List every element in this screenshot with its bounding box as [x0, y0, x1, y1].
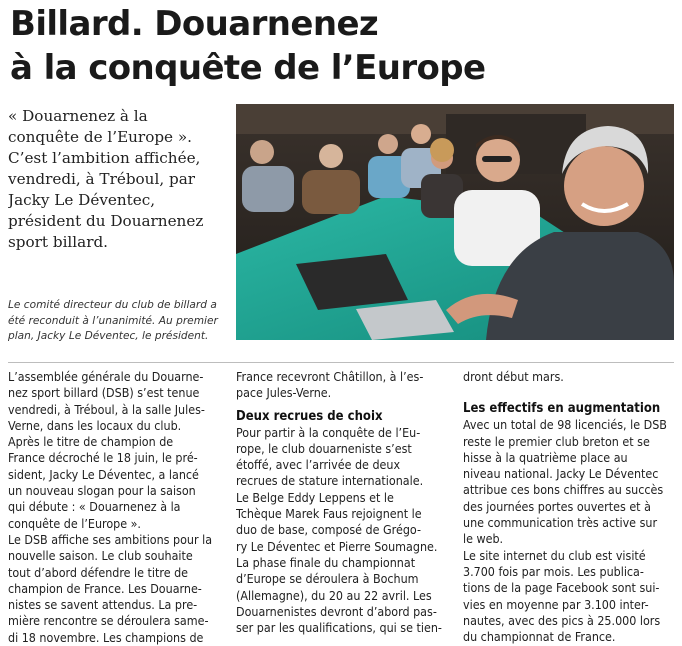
- intro-line: sport billard.: [8, 233, 109, 251]
- article-column-1: [8, 369, 220, 646]
- body-line: une communication très active sur: [463, 515, 658, 531]
- headline: [10, 2, 680, 90]
- body-line: Le Belge Eddy Leppens et le: [236, 489, 394, 505]
- photo-illustration: [236, 104, 674, 340]
- headline-line-1: Billard. Douarnenez: [10, 4, 379, 44]
- article-photo: [236, 104, 674, 340]
- body-line: ser par les qualifications, qui se tien-: [236, 620, 442, 636]
- body-line: nez sport billard (DSB) s’est tenue: [8, 385, 200, 401]
- body-line: di 18 novembre. Les champions de: [8, 629, 204, 645]
- body-line: tions de la page Facebook sont sui-: [463, 580, 660, 596]
- body-line: tout d’abord défendre le titre de: [8, 564, 189, 580]
- body-line: Douarnenistes devront d’abord pas-: [236, 603, 437, 619]
- photo-caption: [8, 298, 230, 345]
- body-line: Après le titre de champion de: [8, 434, 174, 450]
- subheading-effectifs: Les effectifs en augmentation: [463, 401, 661, 417]
- body-line: dront début mars.: [463, 369, 564, 384]
- body-line: duo de base, composé de Grégo-: [236, 522, 421, 538]
- caption-line: plan, Jacky Le Déventec, le président.: [8, 330, 209, 342]
- body-line: Le site internet du club est visité: [463, 547, 646, 563]
- body-line: qui débute : « Douarnenez à la: [8, 499, 181, 515]
- caption-line: été reconduit à l’unanimité. Au premier: [8, 314, 218, 327]
- intro-line: vendredi, à Tréboul, par: [8, 170, 196, 188]
- body-line: rope, le club douarneniste s’est: [236, 440, 412, 456]
- body-line: 3.700 fois par mois. Les publica-: [463, 563, 644, 579]
- body-line: (Allemagne), du 20 au 22 avril. Les: [236, 587, 432, 603]
- body-line: nouvelle saison. Le club souhaite: [8, 548, 193, 564]
- caption-line: Le comité directeur du club de billard a: [8, 299, 217, 311]
- body-line: Verne, dans les locaux du club.: [8, 417, 182, 433]
- intro-line: C’est l’ambition affichée,: [8, 149, 201, 167]
- body-line: pace Jules-Verne.: [236, 385, 332, 401]
- article-column-2: [236, 369, 448, 636]
- body-line: un nouveau slogan pour la saison: [8, 483, 196, 499]
- body-line: Tchèque Marek Faus rejoignent le: [236, 506, 422, 522]
- body-line: vendredi, à Tréboul, à la salle Jules-: [8, 401, 205, 417]
- intro-line: président du Douarnenez: [8, 212, 204, 230]
- body-line: vies en moyenne par 3.100 inter-: [463, 596, 649, 612]
- section-divider: [8, 362, 674, 363]
- body-line: mière rencontre se déroulera same-: [8, 613, 209, 629]
- intro-line: conquête de l’Europe ».: [8, 128, 192, 146]
- body-line: L’assemblée générale du Douarne-: [8, 369, 204, 384]
- body-line: hisse à la quatrième place au: [463, 449, 628, 465]
- body-line: La phase finale du championnat: [236, 554, 416, 570]
- body-line: sident, Jacky Le Déventec, a lancé: [8, 466, 199, 482]
- body-line: recrues de stature internationale.: [236, 473, 424, 489]
- intro-paragraph: [8, 106, 230, 253]
- body-line: Pour partir à la conquête de l’Eu-: [236, 424, 421, 440]
- body-line: le web.: [463, 531, 504, 547]
- body-line: reste le premier club breton et se: [463, 433, 650, 449]
- body-line: France décroché le 18 juin, le pré-: [8, 450, 198, 466]
- subheading-recrues: Deux recrues de choix: [236, 408, 383, 424]
- body-line: Le DSB affiche ses ambitions pour la: [8, 531, 213, 547]
- article-column-3: [463, 369, 675, 645]
- body-line: du championnat de France.: [463, 629, 616, 645]
- body-line: attribue ces bons chiffres au succès: [463, 482, 664, 498]
- body-line: niveau national. Jacky Le Déventec: [463, 466, 659, 482]
- body-line: ry Le Déventec et Pierre Soumagne.: [236, 538, 438, 554]
- intro-line: « Douarnenez à la: [8, 107, 148, 125]
- headline-line-2: à la conquête de l’Europe: [10, 48, 486, 88]
- body-line: Avec un total de 98 licenciés, le DSB: [463, 417, 667, 433]
- intro-line: Jacky Le Déventec,: [8, 191, 156, 209]
- body-line: nistes se savent attendus. La pre-: [8, 597, 198, 613]
- body-line: étoffé, avec l’arrivée de deux: [236, 457, 401, 473]
- body-line: France recevront Châtillon, à l’es-: [236, 369, 424, 384]
- body-line: champion de France. Les Douarne-: [8, 580, 202, 596]
- body-line: nautes, avec des pics à 25.000 lors: [463, 612, 661, 628]
- body-line: conquête de l’Europe ».: [8, 515, 141, 531]
- body-line: d’Europe se déroulera à Bochum: [236, 571, 419, 587]
- body-line: des journées portes ouvertes et à: [463, 498, 651, 514]
